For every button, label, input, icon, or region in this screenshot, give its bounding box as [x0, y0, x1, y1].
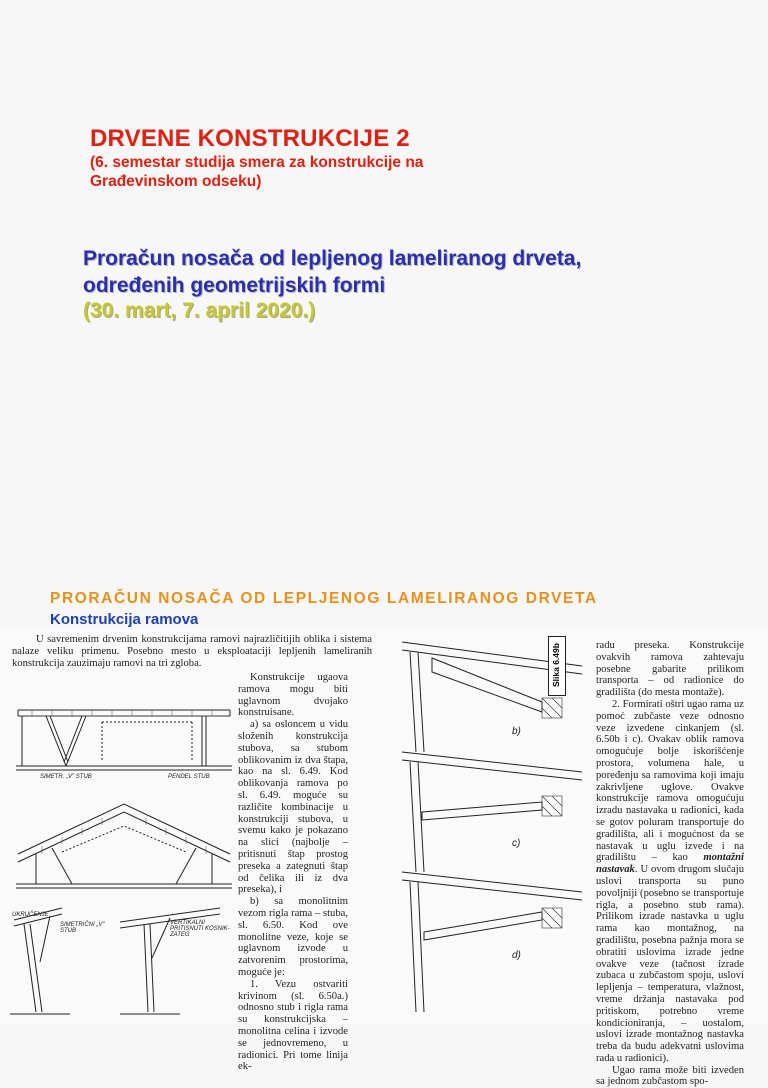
- paragraph: 1. Vezu ostvariti krivinom (sl. 6.50a.) odnosno stub i rigla rama su konstrukcijska – monolitna celina i izvode se jednovremeno, u radionici. Pri tome linija ek-: [238, 978, 348, 1073]
- paragraph: Ugao rama može biti izveden sa jednom zubčastom spo-: [596, 1064, 744, 1088]
- course-title: DRVENE KONSTRUKCIJE 2: [90, 125, 410, 152]
- lecture-topic: Proračun nosača od lepljenog lameliranog drveta, određenih geometrijskih formi: [83, 247, 582, 297]
- figure-label: b): [512, 726, 521, 737]
- figure-label: c): [512, 838, 521, 849]
- figure-label: SIMETRIČNI „V" STUB: [60, 922, 105, 934]
- lecture-date: (30. mart, 7. april 2020.): [83, 299, 316, 322]
- paragraph-text: . U ovom drugom slučaju uslovi transporta su puno povoljniji (posebno se transportuje rigla, a posebno stub rama). Prilikom izrade nastavka u uglu rama kao montažnog, na gradilištu, posebna pažnja mora se obratiti uslovima izrade jedne ovakve veze (tačnost izrade zubaca u zubčastom spoju, uslovi lepljenja – temperatura, vlažnost, vreme držanja nastavaka pod pritiskom, potrebno vreme kondicioniranja, – uostalom, uslovi izrade montažnog nastavka treba da budu adekvatni uslovima rada u radionici).: [596, 864, 744, 1064]
- figure-number-tag: [548, 636, 566, 696]
- text-column-middle: [238, 672, 348, 1073]
- frame-v-column-figure: [12, 700, 236, 784]
- text-column-right: [596, 640, 744, 1088]
- figure-label: SIMETR. „V" STUB: [40, 774, 92, 780]
- scanned-textbook-page: [0, 630, 768, 1088]
- paragraph: b) sa monolitnim vezom rigla rama – stuba, sl. 6.50. Kod ove monolitne veze, koje se uglavnom izvode u zatvorenim prostorima, moguće je:: [238, 896, 348, 978]
- section-subtitle: Konstrukcija ramova: [50, 611, 199, 628]
- paragraph: a) sa osloncem u vidu složenih konstrukcija stubova, sa stubom oblikovanim iz dva štapa, kao na sl. 6.49. Kod oblikovanja ramova po sl. 6.49. moguće su različite kombinacije u konstrukciji stubova, u svemu kako je pokazano na slici (najbolje – pritisnuti štap prostog preseka a zategnuti štap od čelika ili iz dva preseka), i: [238, 719, 348, 896]
- figure-label: PENDEL STUB: [168, 774, 210, 780]
- paragraph-text: 2. Formirati oštri ugao rama uz pomoć zubčaste veze odnosno veze izvedene cinkanjem (sl. 6.50b i c). Ovakav oblik ramova omogućuje bolje iskorišćenje prostora, volumena hale, u poređenju sa ramovima koji imaju zakrivljene uglove. Ovakve konstrukcije ramova omogućuju izradu nastavaka u radionici, kada se gotov poluram transportuje do gradilišta, ali i mogućnost da se nastavak u uglu izvede i na gradilištu – kao: [596, 698, 744, 864]
- intro-paragraph: U savremenim drvenim konstrukcijama ramovi najrazličitijih oblika i sistema nalaze veliku primenu. Posebno mesto u eksploataciji lepljenih lameliranih konstrukcija zauzimaju ramovi na tri zgloba.: [12, 634, 372, 669]
- pitched-frame-figure: [12, 792, 236, 892]
- figure-label: VERTIKALNI PRITISNUTI KOSNIK-ZATEG: [170, 920, 230, 938]
- section-title: PRORAČUN NOSAČA OD LEPLJENOG LAMELIRANOG DRVETA: [50, 590, 598, 607]
- paragraph: radu preseka. Konstrukcije ovakvih ramova zahtevaju posebne gabarite prilikom transporta – od radionice do gradilišta (do mesta montaže).: [596, 640, 744, 699]
- paragraph: [596, 699, 744, 1065]
- course-subtitle: (6. semestar studija smera za konstrukcije na Građevinskom odseku): [90, 154, 424, 190]
- figure-label: UKRUĆENJE: [12, 912, 49, 918]
- paragraph: Konstrukcije ugaova ramova mogu biti uglavnom dvojako konstruisane.: [238, 672, 348, 719]
- figure-number: Slika 6.49b: [551, 643, 561, 687]
- figure-label: d): [512, 950, 521, 961]
- emphasis: montažni nastavak: [596, 852, 745, 876]
